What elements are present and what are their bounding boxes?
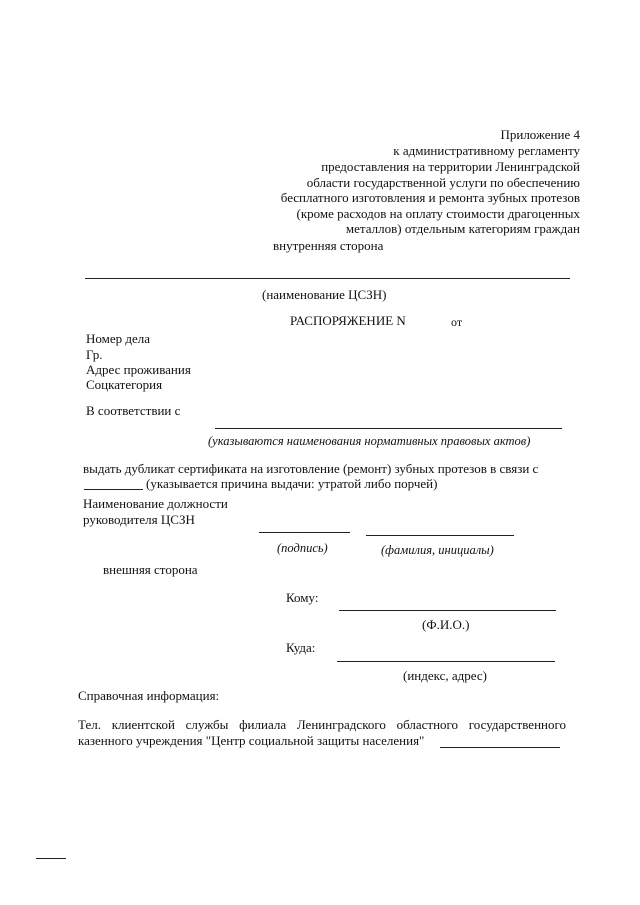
appendix-line: области государственной услуги по обеспечению [306, 175, 580, 190]
outer-side-label: внешняя сторона [103, 562, 198, 577]
to-label: Кому: [286, 590, 319, 605]
signature-line [259, 532, 350, 533]
where-label: Куда: [286, 640, 316, 655]
reason-line [84, 489, 143, 490]
footnote-separator [36, 858, 66, 859]
field-case-number: Номер дела [86, 331, 151, 346]
order-title: РАСПОРЯЖЕНИЕ N [290, 313, 406, 328]
appendix-line: Приложение 4 [500, 127, 580, 142]
order-from: от [451, 315, 463, 329]
recipient-line [339, 610, 556, 611]
issue-text: выдать дубликат сертификата на изготовление (ремонт) зубных протезов в связи с [83, 461, 539, 476]
accordance-label: В соответствии с [86, 403, 181, 418]
field-citizen: Гр. [86, 347, 103, 362]
acts-line [215, 428, 562, 429]
field-social-category: Соцкатегория [86, 377, 163, 392]
agency-name-line [85, 278, 570, 279]
position-line-1: Наименование должности [83, 496, 228, 511]
appendix-line: бесплатного изготовления и ремонта зубных протезов [280, 190, 580, 205]
name-caption: (фамилия, инициалы) [381, 543, 494, 557]
agency-caption: (наименование ЦСЗН) [262, 287, 387, 302]
inner-side-label: внутренняя сторона [273, 238, 384, 253]
reason-caption: (указывается причина выдачи: утратой либо порчей) [146, 476, 438, 491]
reference-text-line-2: казенного учреждения "Центр социальной защиты населения" [78, 733, 425, 748]
appendix-line: металлов) отдельным категориям граждан [345, 221, 580, 236]
signature-caption: (подпись) [277, 541, 328, 555]
fio-caption: (Ф.И.О.) [422, 617, 470, 632]
address-caption: (индекс, адрес) [403, 668, 487, 683]
reference-text-line-1: Тел. клиентской службы филиала Ленинградского областного государственного [78, 717, 566, 732]
position-line-2: руководителя ЦСЗН [83, 512, 195, 527]
name-line [366, 535, 514, 536]
field-address: Адрес проживания [86, 362, 191, 377]
acts-caption: (указываются наименования нормативных правовых актов) [208, 434, 531, 448]
appendix-line: предоставления на территории Ленинградской [321, 159, 580, 174]
phone-line [440, 747, 560, 748]
appendix-line: (кроме расходов на оплату стоимости драгоценных [296, 206, 580, 221]
address-line [337, 661, 555, 662]
reference-title: Справочная информация: [78, 688, 220, 703]
appendix-line: к административному регламенту [393, 143, 580, 158]
